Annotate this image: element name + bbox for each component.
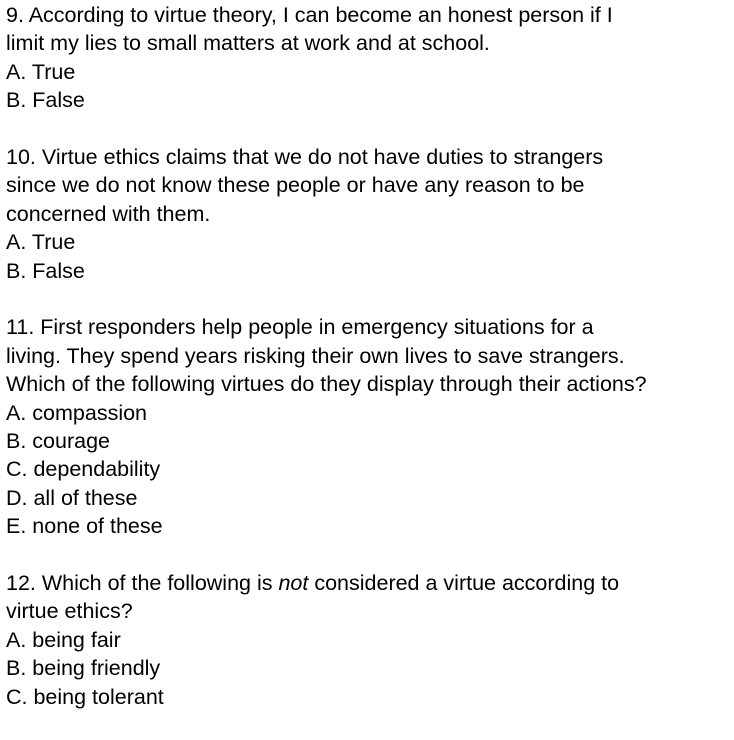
question-text	[6, 143, 734, 228]
question-line: limit my lies to small matters at work and at school.	[6, 31, 490, 56]
option-b: B. courage	[6, 429, 110, 454]
question-text	[6, 569, 734, 626]
question-line: living. They spend years risking their own lives to save strangers.	[6, 343, 625, 368]
option-c: C. dependability	[6, 457, 161, 482]
question-line: 9. According to virtue theory, I can become an honest person if I	[6, 3, 613, 27]
question-line: since we do not know these people or have any reason to be	[6, 173, 585, 198]
question-line: Which of the following virtues do they display through their actions?	[6, 372, 647, 397]
question-text	[6, 313, 734, 398]
option-a: A. compassion	[6, 400, 148, 425]
question-11	[6, 313, 734, 540]
question-line-start: 12. Which of the following is	[6, 571, 279, 596]
option-c: C. being tolerant	[6, 684, 164, 709]
question-line: concerned with them.	[6, 201, 211, 226]
question-text	[6, 1, 734, 58]
question-line	[6, 569, 734, 597]
option-a: A. True	[6, 59, 76, 84]
option-b: B. being friendly	[6, 656, 161, 681]
question-line: 10. Virtue ethics claims that we do not have duties to strangers	[6, 145, 604, 170]
question-12	[6, 569, 734, 711]
option-a: A. True	[6, 230, 76, 255]
question-document	[6, 1, 734, 740]
option-d: D. all of these	[6, 485, 138, 510]
question-9	[6, 1, 734, 115]
question-line-end: considered a virtue according to	[308, 571, 620, 596]
option-a: A. being fair	[6, 627, 121, 652]
emphasis-not: not	[278, 571, 309, 596]
question-line: 11. First responders help people in emergency situations for a	[6, 315, 594, 340]
option-b: B. False	[6, 258, 85, 283]
question-10	[6, 143, 734, 285]
option-b: B. False	[6, 88, 85, 113]
question-line: virtue ethics?	[6, 599, 133, 624]
option-e: E. none of these	[6, 514, 163, 539]
